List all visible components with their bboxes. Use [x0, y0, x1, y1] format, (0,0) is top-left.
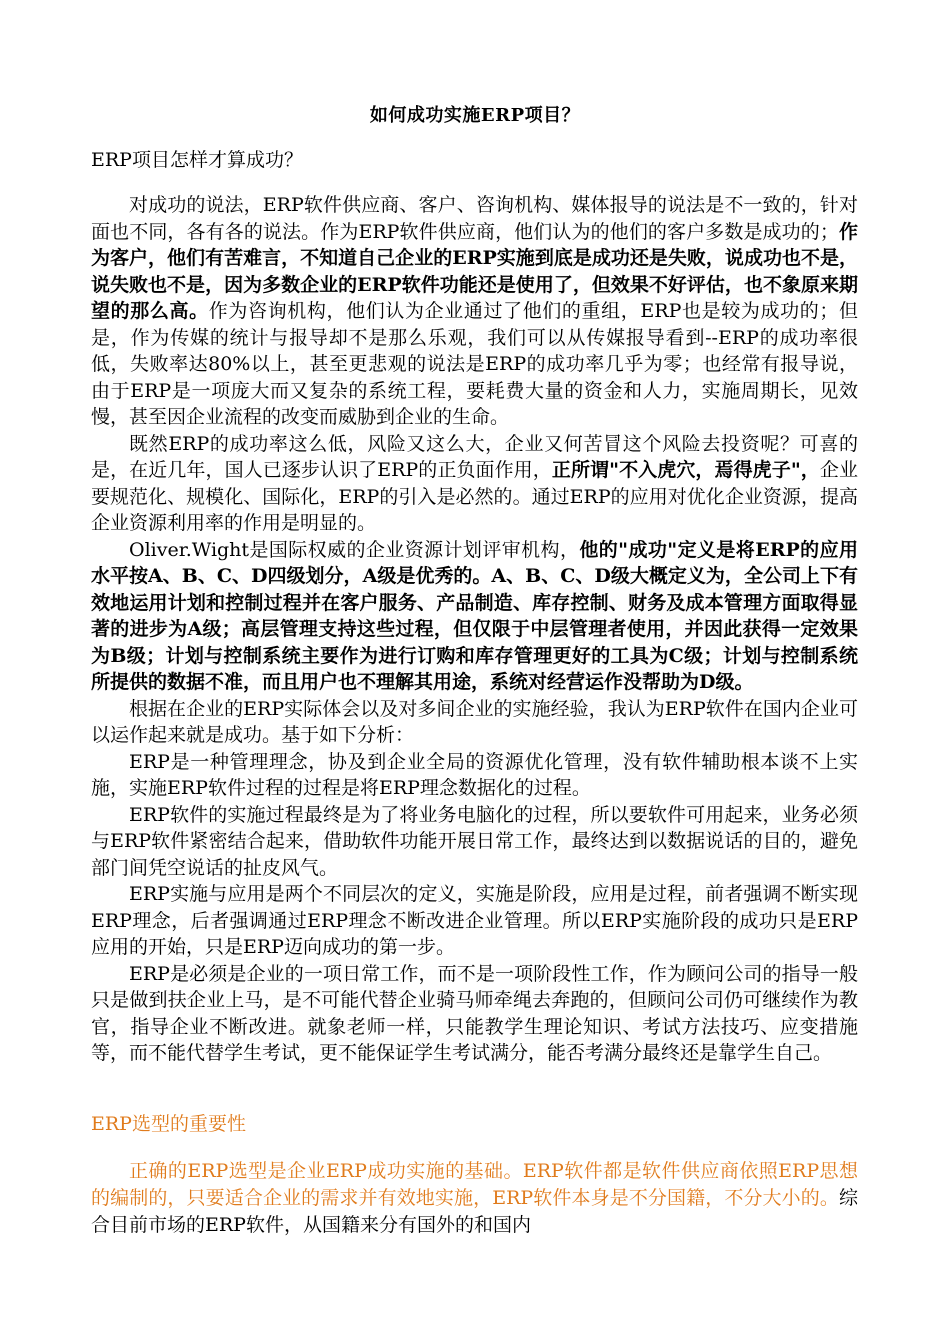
paragraph-3-bold: 他的"成功"定义是将ERP的应用水平按A、B、C、D四级划分，A级是优秀的。A、B、C、D级大概定义为，全公司上下有效地运用计划和控制过程并在客户服务、产品制造、库存控制、财务及成本管理方面取得显著的进步为A级；高层管理支持这些过程，但仅限于中层管理者使用，并因此获得一定效果为B级；计划与控制系统主要作为进行订购和库存管理更好的工具为C级；计划与控制系统所提供的数据不准，而且用户也不理解其用途，系统对经营运作没帮助为D级。	[91, 538, 858, 693]
paragraph-1-text-c: 作为咨询机构，他们认为企业通过了他们的重组，ERP也是较为成功的；但是，作为传媒的统计与报导却不是那么乐观，我们可以从传媒报导看到--ERP的成功率很低，失败率达80%以上，甚至更悲观的说法是ERP的成功率几乎为零；也经常有报导说，由于ERP是一项庞大而又复杂的系统工程，要耗费大量的资金和人力，实施周期长，见效慢，甚至因企业流程的改变而威胁到企业的生命。	[91, 300, 858, 428]
paragraph-3	[91, 537, 858, 696]
section-heading-selection: ERP选型的重要性	[91, 1113, 246, 1135]
paragraph-9	[91, 1158, 858, 1239]
paragraph-6: ERP软件的实施过程最终是为了将业务电脑化的过程，所以要软件可用起来，业务必须与ERP软件紧密结合起来，借助软件功能开展日常工作，最终达到以数据说话的目的，避免部门间凭空说话的扯皮风气。	[91, 803, 858, 879]
paragraph-5: ERP是一种管理理念，协及到企业全局的资源优化管理，没有软件辅助根本谈不上实施，实施ERP软件过程的过程是将ERP理念数据化的过程。	[91, 750, 858, 799]
paragraph-4: 根据在企业的ERP实际体会以及对多间企业的实施经验，我认为ERP软件在国内企业可以运作起来就是成功。基于如下分析：	[91, 697, 858, 746]
paragraph-2-text-a: 既然ERP的成功率这么低，风险又这么大，企业又何苦冒这个风险去投资呢？可喜的是，在近几年，国人已逐步认识了ERP的正负面作用，	[91, 432, 858, 481]
document-body-selection	[91, 1158, 858, 1239]
paragraph-1-bold: 作为客户，他们有苦难言，不知道自己企业的ERP实施到底是成功还是失败，说成功也不是，说失败也不是，因为多数企业的ERP软件功能还是使用了，但效果不好评估，也不象原来期望的那么高。	[91, 220, 858, 322]
paragraph-1	[91, 192, 858, 431]
paragraph-9-text-b: 综合目前市场的ERP软件，从国籍来分有国外的和国内	[91, 1187, 858, 1236]
paragraph-7: ERP实施与应用是两个不同层次的定义，实施是阶段，应用是过程，前者强调不断实现ERP理念，后者强调通过ERP理念不断改进企业管理。所以ERP实施阶段的成功只是ERP应用的开始，只是ERP迈向成功的第一步。	[91, 883, 858, 958]
paragraph-2-text-c: 企业要规范化、规模化、国际化，ERP的引入是必然的。通过ERP的应用对优化企业资源，提高企业资源利用率的作用是明显的。	[91, 459, 858, 534]
document-title: 如何成功实施ERP项目？	[369, 105, 581, 126]
paragraph-9-highlight: 正确的ERP选型是企业ERP成功实施的基础。ERP软件都是软件供应商依照ERP思想的编制的，只要适合企业的需求并有效地实施，ERP软件本身是不分国籍，不分大小的。	[91, 1160, 858, 1209]
paragraph-8: ERP是必须是企业的一项日常工作，而不是一项阶段性工作，作为顾问公司的指导一般只是做到扶企业上马，是不可能代替企业骑马师牵绳去奔跑的，但顾问公司仍可继续作为教官，指导企业不断改进。就象老师一样，只能教学生理论知识、考试方法技巧、应变措施等，而不能代替学生考试，更不能保证学生考试满分，能否考满分最终还是靠学生自己。	[91, 962, 858, 1064]
section-heading-success: ERP项目怎样才算成功？	[91, 149, 303, 171]
paragraph-2-bold: 正所谓"不入虎穴，焉得虎子"，	[551, 459, 820, 481]
document-body	[91, 192, 858, 1067]
paragraph-3-text-a: Oliver.Wight是国际权威的企业资源计划评审机构，	[129, 538, 580, 561]
paragraph-2	[91, 431, 858, 537]
paragraph-1-text-a: 对成功的说法，ERP软件供应商、客户、咨询机构、媒体报导的说法是不一致的，针对面也不同，各有各的说法。作为ERP软件供应商，他们认为的他们的客户多数是成功的；	[91, 194, 858, 243]
